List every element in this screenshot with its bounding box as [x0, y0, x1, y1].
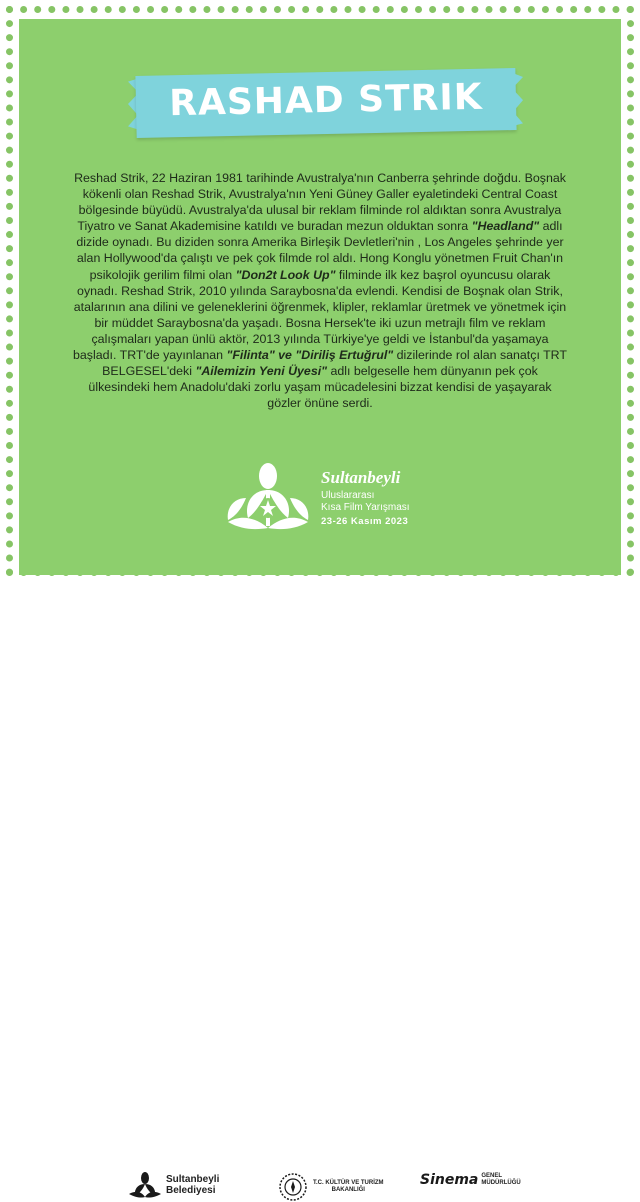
sponsor2-line1: T.C. KÜLTÜR VE TURİZM — [313, 1180, 384, 1186]
festival-line-2: Kısa Film Yarışması — [321, 502, 410, 513]
bio-emphasis-film: "Don2t Look Up" — [235, 267, 336, 282]
sponsor1-line1: Sultanbeyli — [166, 1174, 220, 1185]
poster-frame — [0, 0, 640, 582]
sponsor3-sub1: GENEL — [481, 1173, 503, 1179]
bio-part-5: adlı belgeselle hem dünyanın pek çok ülkesindeki hem Anadolu'daki zorlu yaşam mücadelesini bizzat kendisi de yaşayarak gözler önüne serdi. — [88, 364, 552, 411]
sponsor-ministry — [278, 1172, 384, 1202]
bio-emphasis-documentary: "Ailemizin Yeni Üyesi" — [195, 364, 328, 379]
festival-name: Sultanbeyli — [321, 468, 401, 487]
sponsor-sultanbeyli — [128, 1172, 219, 1198]
bio-emphasis-headland: "Headland" — [471, 219, 540, 234]
bio-part-2: adlı dizide oynadı. Bu diziden sonra Amerika Birleşik Devletleri'nin , Los Angeles şehrinde yer alan Hollywood'da çalıştı ve pek çok filmde rol aldı. Hong Konglu yönetmen Fruit Chan'ın psikolojik gerilim filmi olan — [76, 219, 564, 282]
sponsor-footer — [0, 582, 640, 1196]
bio-part-4: dizilerinde rol alan sanatçı TRT BELGESEL'deki — [102, 348, 567, 379]
festival-line-1: Uluslararası — [321, 490, 375, 501]
sinema-wordmark: Sinema — [420, 1172, 479, 1188]
ministry-emblem-icon — [278, 1172, 308, 1202]
sponsor3-sub2: MÜDÜRLÜĞÜ — [481, 1180, 521, 1186]
sponsor2-line2: BAKANLIĞI — [331, 1187, 365, 1193]
page-title: RASHAD STRIK — [168, 76, 484, 125]
bio-emphasis-series: "Filinta" ve "Diriliş Ertuğrul" — [226, 348, 394, 363]
biography-text — [72, 170, 568, 411]
sultanbeyli-lotus-icon — [128, 1172, 162, 1198]
festival-date: 23-26 Kasım 2023 — [321, 516, 409, 527]
sponsor-sinema — [420, 1172, 521, 1188]
bio-part-1: Reshad Strik, 22 Haziran 1981 tarihinde Avustralya'nın Canberra şehrinde doğdu. Boşnak kökenli olan Reshad Strik, Avustralya'nın Yeni Güney Galler eyaletindeki Central Coast bölgesinde büyüdü. Avustralya'da ulusal bir reklam filminde rol aldıktan sonra Avustralya Tiyatro ve Sanat Akademisine katıldı ve buradan mezun olduktan sonra — [74, 171, 566, 234]
bio-part-3: filminde ilk kez başrol oyuncusu olarak oynadı. Reshad Strik, 2010 yılında Saraybosna'da evlendi. Kendisi de Boşnak olan Strik, atalarının ana dilini ve geleneklerini öğrenmek, klipler, reklamlar üretmek ve yönetmek için bir müddet Saraybosna'da yaşadı. Bosna Hersek'te iki uzun metrajlı film ve reklam çalışmaları yapan ünlü aktör, 2013 yılında Türkiye'ye geldi ve İstanbul'da yaşamaya başladı. TRT'de yayınlanan — [73, 267, 567, 363]
sponsor1-line2: Belediyesi — [166, 1185, 216, 1196]
festival-lotus-logo — [222, 462, 314, 532]
